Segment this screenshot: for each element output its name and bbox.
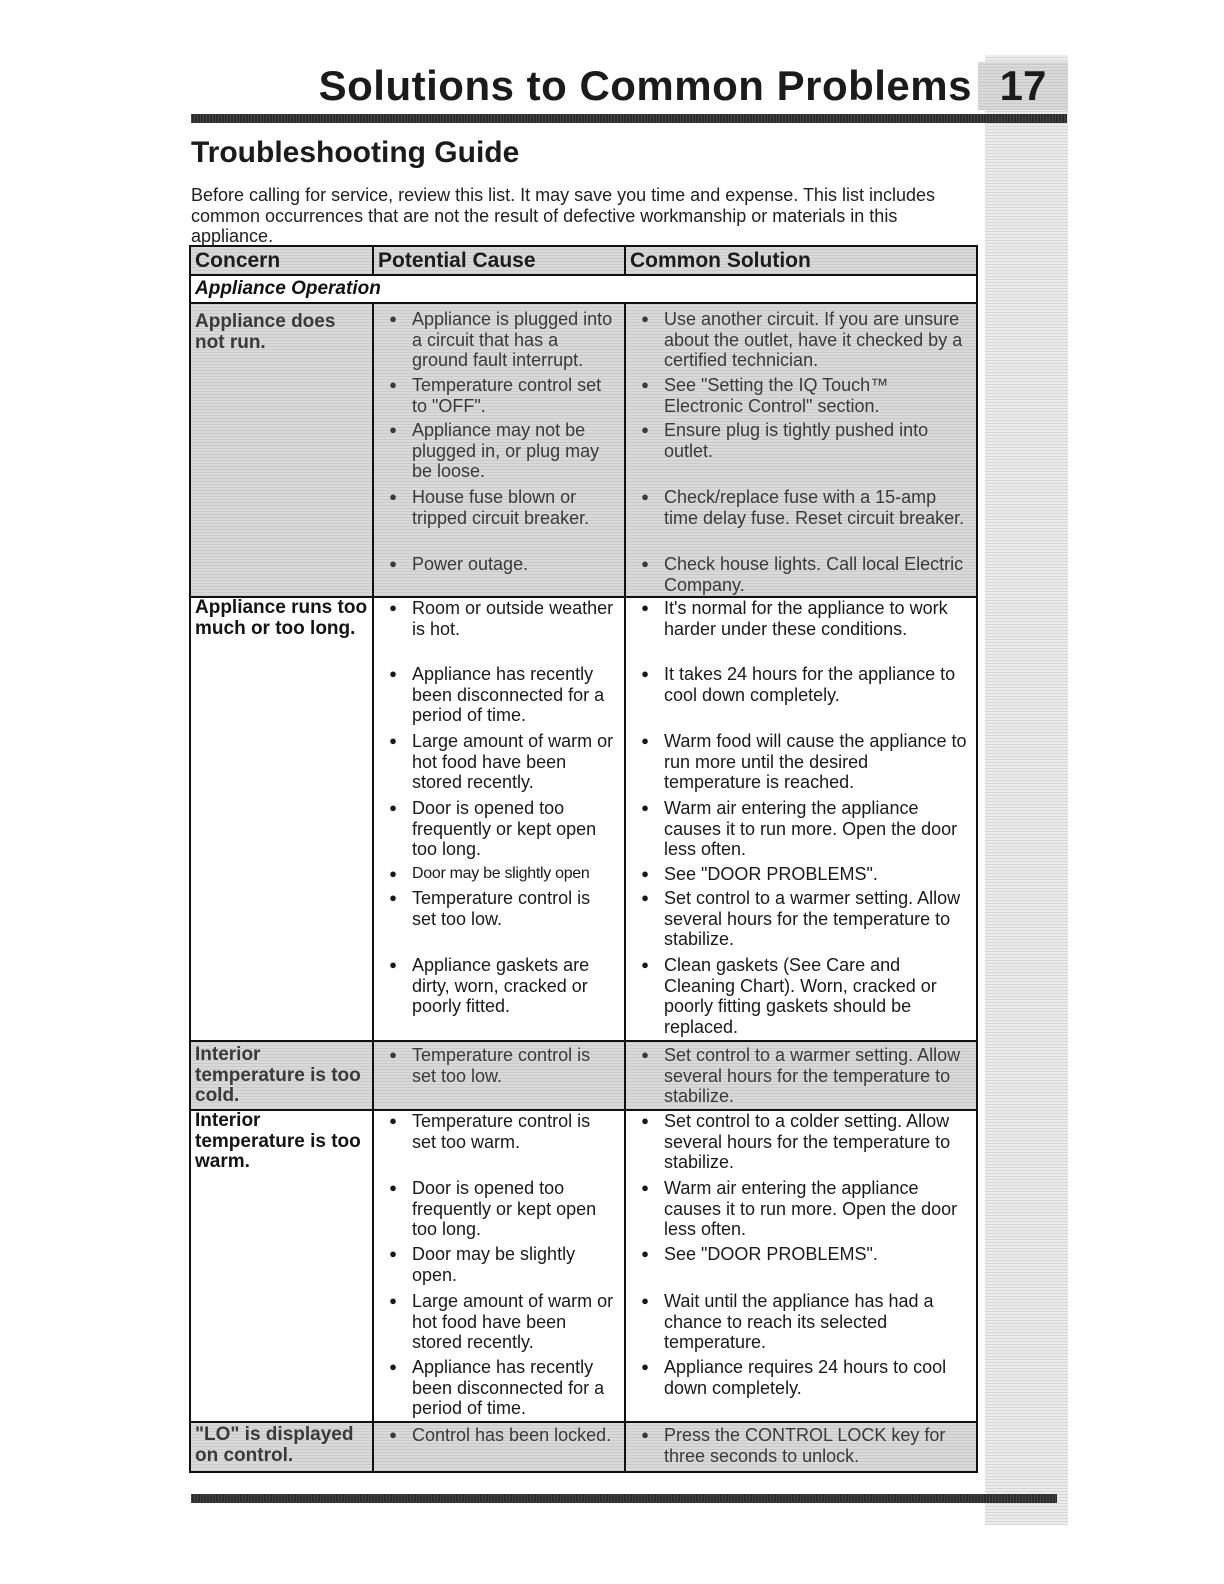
solution-item: ● See "DOOR PROBLEMS". [626,864,976,888]
bullet-icon: ● [389,1246,397,1261]
table-section-appliance-operation: Appliance Operation [191,276,976,304]
concern-cell: Appliance runs too much or too long. [191,598,374,1040]
solution-item: ● Set control to a colder setting. Allow several hours for the temperature to stabilize. [626,1111,976,1178]
page-side-strip [985,55,1068,1525]
cause-item: ● Appliance has recently been disconnected for a period of time. [374,664,624,731]
table-row [191,1042,976,1111]
bullet-icon: ● [389,600,397,615]
bullet-icon: ● [641,1427,649,1442]
cause-column [374,304,626,596]
solution-item: ● See "Setting the IQ Touch™ Electronic Control" section. [626,375,976,420]
solution-item: ● Warm air entering the appliance causes it to run more. Open the door less often. [626,1178,976,1244]
column-header-common-solution: Common Solution [630,249,811,272]
cause-item: ● Appliance has recently been disconnected for a period of time. [374,1357,624,1421]
cause-item: ● Temperature control is set too low. [374,1045,624,1109]
cause-item: ● Appliance may not be plugged in, or plug may be loose. [374,420,624,487]
intro-paragraph: Before calling for service, review this list. It may save you time and expense. This list includes common occurrences that are not the result of defective workmanship or materials in this appliance. [191,185,935,246]
bullet-icon: ● [641,1047,649,1062]
bullet-icon: ● [641,800,649,815]
cause-item: ● Appliance gaskets are dirty, worn, cracked or poorly fitted. [374,955,624,1040]
solution-column [626,1111,976,1421]
solution-item: ● See "DOOR PROBLEMS". [626,1244,976,1291]
cause-item: ● Temperature control is set too warm. [374,1111,624,1178]
bullet-icon: ● [641,666,649,681]
cause-item: ● Appliance is plugged into a circuit that has a ground fault interrupt. [374,309,624,375]
concern-cell: "LO" is displayed on control. [191,1423,374,1471]
bullet-icon: ● [389,800,397,815]
cause-item: ● Door is opened too frequently or kept open too long. [374,1178,624,1244]
bullet-icon: ● [389,1427,397,1442]
bullet-icon: ● [389,311,397,326]
cause-item: ● Door is opened too frequently or kept open too long. [374,798,624,864]
solution-column [626,304,976,596]
solution-item: ● Set control to a warmer setting. Allow several hours for the temperature to stabilize. [626,1045,976,1109]
bullet-icon: ● [641,1113,649,1128]
concern-cell: Interior temperature is too warm. [191,1111,374,1421]
cause-column [374,1423,626,1471]
solution-item: ● Check/replace fuse with a 15-amp time delay fuse. Reset circuit breaker. [626,487,976,554]
cause-item: ● Large amount of warm or hot food have been stored recently. [374,1291,624,1357]
header-rule [191,114,1067,123]
bullet-icon: ● [389,1359,397,1374]
troubleshooting-table [189,245,978,1473]
bullet-icon: ● [641,733,649,748]
bullet-icon: ● [389,1293,397,1308]
solution-column [626,598,976,1040]
solution-item: ● Use another circuit. If you are unsure about the outlet, have it checked by a certified technician. [626,309,976,375]
cause-item: ● Control has been locked. [374,1425,624,1471]
concern-cell: Interior temperature is too cold. [191,1042,374,1109]
bullet-icon: ● [389,1113,397,1128]
solution-item: ● Warm food will cause the appliance to run more until the desired temperature is reached. [626,731,976,798]
solution-item: ● Press the CONTROL LOCK key for three seconds to unlock. [626,1425,976,1471]
table-row [191,1111,976,1423]
section-heading: Troubleshooting Guide [191,136,520,169]
solution-column [626,1423,976,1471]
cause-item: ● Temperature control set to "OFF". [374,375,624,420]
concern-cell: Appliance does not run. [191,304,374,596]
bullet-icon: ● [641,957,649,972]
bullet-icon: ● [641,1359,649,1374]
bullet-icon: ● [641,489,649,504]
bullet-icon: ● [389,666,397,681]
cause-item: ● Power outage. [374,554,624,596]
bullet-icon: ● [641,311,649,326]
solution-item: ● Clean gaskets (See Care and Cleaning Chart). Worn, cracked or poorly fitting gaskets should be replaced. [626,955,976,1040]
bullet-icon: ● [641,422,649,437]
bullet-icon: ● [389,890,397,905]
table-row [191,1423,976,1471]
bullet-icon: ● [389,1180,397,1195]
bullet-icon: ● [641,600,649,615]
solution-item: ● Set control to a warmer setting. Allow several hours for the temperature to stabilize. [626,888,976,955]
cause-item: ● Door may be slightly open [374,864,624,888]
column-header-potential-cause: Potential Cause [374,247,626,274]
page-number: 17 [978,62,1068,110]
bullet-icon: ● [389,733,397,748]
page-title: Solutions to Common Problems [318,62,972,109]
bullet-icon: ● [389,489,397,504]
bullet-icon: ● [641,890,649,905]
bullet-icon: ● [389,1047,397,1062]
table-row [191,598,976,1042]
bullet-icon: ● [389,866,397,881]
solution-item: ● It's normal for the appliance to work harder under these conditions. [626,598,976,664]
bullet-icon: ● [641,866,649,881]
bullet-icon: ● [389,957,397,972]
solution-item: ● Appliance requires 24 hours to cool down completely. [626,1357,976,1421]
bullet-icon: ● [641,1180,649,1195]
bullet-icon: ● [641,377,649,392]
solution-item: ● Warm air entering the appliance causes it to run more. Open the door less often. [626,798,976,864]
solution-item: ● Ensure plug is tightly pushed into outlet. [626,420,976,487]
bullet-icon: ● [389,556,397,571]
cause-item: ● Temperature control is set too low. [374,888,624,955]
cause-item: ● Large amount of warm or hot food have been stored recently. [374,731,624,798]
bullet-icon: ● [641,556,649,571]
solution-item: ● Check house lights. Call local Electric Company. [626,554,976,596]
cause-item: ● Room or outside weather is hot. [374,598,624,664]
bullet-icon: ● [389,377,397,392]
bullet-icon: ● [641,1246,649,1261]
table-row [191,304,976,598]
solution-item: ● It takes 24 hours for the appliance to cool down completely. [626,664,976,731]
cause-item: ● Door may be slightly open. [374,1244,624,1291]
cause-item: ● House fuse blown or tripped circuit breaker. [374,487,624,554]
solution-column [626,1042,976,1109]
bullet-icon: ● [641,1293,649,1308]
footer-rule [191,1494,1057,1503]
cause-column [374,1111,626,1421]
table-header-row [191,247,976,276]
cause-column [374,1042,626,1109]
cause-column [374,598,626,1040]
solution-item: ● Wait until the appliance has had a chance to reach its selected temperature. [626,1291,976,1357]
bullet-icon: ● [389,422,397,437]
column-header-concern: Concern [191,247,374,274]
